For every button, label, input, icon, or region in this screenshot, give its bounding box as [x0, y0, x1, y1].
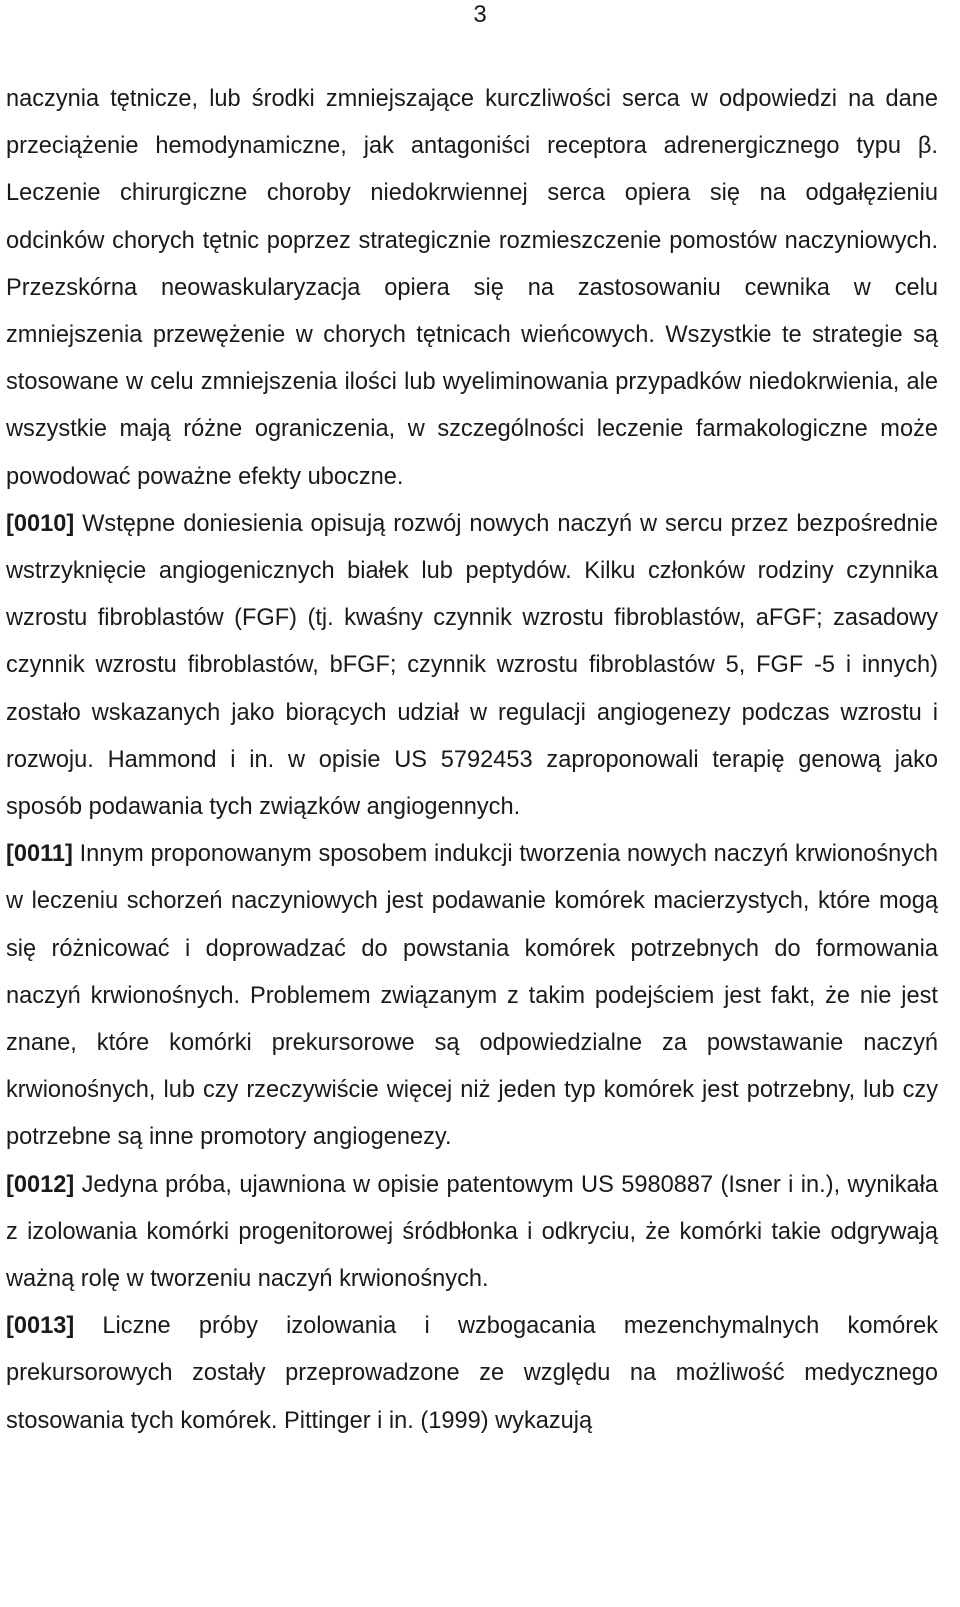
- paragraph-text: Innym proponowanym sposobem indukcji tworzenia nowych naczyń krwionośnych w leczeniu schorzeń naczyniowych jest podawanie komórek macierzystych, które mogą się różnicować i doprowadzać do powstania komórek potrzebnych do formowania naczyń krwionośnych. Problemem związanym z takim podejściem jest fakt, że nie jest znane, które komórki prekursorowe są odpowiedzialne za powstawanie naczyń krwionośnych, lub czy rzeczywiście więcej niż jeden typ komórek jest potrzebny, lub czy potrzebne są inne promotory angiogenezy.: [6, 841, 938, 1151]
- paragraph-number: [0011]: [6, 841, 73, 868]
- paragraph-continuation: [6, 76, 938, 501]
- paragraph-text: Jedyna próba, ujawniona w opisie patentowym US 5980887 (Isner i in.), wynikała z izolowania komórki progenitorowej śródbłonka i odkryciu, że komórki takie odgrywają ważną rolę w tworzeniu naczyń krwionośnych.: [6, 1171, 938, 1293]
- paragraph-0010: [6, 501, 938, 831]
- paragraph-number: [0010]: [6, 510, 75, 537]
- paragraph-text: Wstępne doniesienia opisują rozwój nowych naczyń w sercu przez bezpośrednie wstrzyknięcie angiogenicznych białek lub peptydów. Kilku członków rodziny czynnika wzrostu fibroblastów (FGF) (tj. kwaśny czynnik wzrostu fibroblastów, aFGF; zasadowy czynnik wzrostu fibroblastów, bFGF; czynnik wzrostu fibroblastów 5, FGF -5 i innych) zostało wskazanych jako biorących udział w regulacji angiogenezy podczas wzrostu i rozwoju. Hammond i in. w opisie US 5792453 zaproponowali terapię genową jako sposób podawania tych związków angiogennych.: [6, 510, 938, 821]
- document-body: [6, 76, 938, 1445]
- page-number: 3: [473, 1, 487, 28]
- paragraph-number: [0013]: [6, 1313, 75, 1340]
- paragraph-number: [0012]: [6, 1171, 75, 1198]
- paragraph-text: Liczne próby izolowania i wzbogacania mezenchymalnych komórek prekursorowych zostały przeprowadzone ze względu na możliwość medycznego stosowania tych komórek. Pittinger i in. (1999) wykazują: [6, 1313, 938, 1434]
- paragraph-0013: [6, 1303, 938, 1445]
- paragraph-0011: [6, 831, 938, 1161]
- paragraph-0012: [6, 1162, 938, 1304]
- paragraph-text: naczynia tętnicze, lub środki zmniejszające kurczliwości serca w odpowiedzi na dane przeciążenie hemodynamiczne, jak antagoniści receptora adrenergicznego typu β. Leczenie chirurgiczne choroby niedokrwiennej serca opiera się na odgałęzieniu odcinków chorych tętnic poprzez strategicznie rozmieszczenie pomostów naczyniowych. Przezskórna neowaskularyzacja opiera się na zastosowaniu cewnika w celu zmniejszenia przewężenie w chorych tętnicach wieńcowych. Wszystkie te strategie są stosowane w celu zmniejszenia ilości lub wyeliminowania przypadków niedokrwienia, ale wszystkie mają różne ograniczenia, w szczególności leczenie farmakologiczne może powodować poważne efekty uboczne.: [6, 86, 938, 490]
